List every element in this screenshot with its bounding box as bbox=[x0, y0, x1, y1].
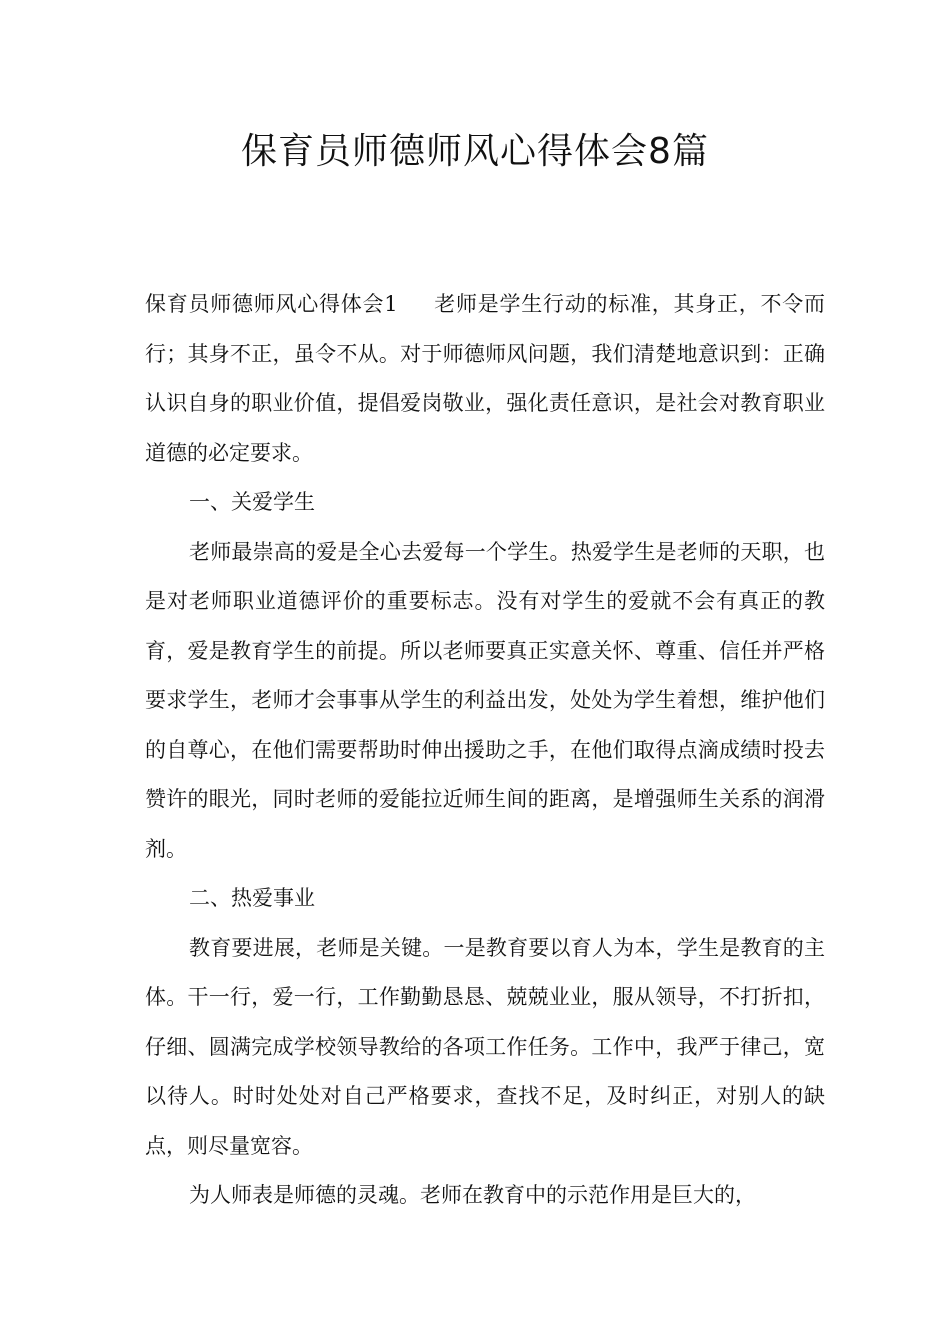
intro-text: 老师是学生行动的标准，其身正，不令而行；其身不正，虽令不从。对于师德师风问题，我们清楚地意识到：正确认识自身的职业价值，提倡爱岗敬业，强化责任意识，是社会对教育职业道德的必定要求。 bbox=[145, 292, 825, 465]
document-body bbox=[145, 280, 825, 1221]
intro-paragraph bbox=[145, 280, 825, 478]
section-2-paragraph-2: 为人师表是师德的灵魂。老师在教育中的示范作用是巨大的， bbox=[189, 1183, 756, 1207]
section-heading-1: 一、关爱学生 bbox=[189, 490, 315, 514]
section-2-paragraph-1: 教育要进展，老师是关键。一是教育要以育人为本，学生是教育的主体。干一行，爱一行，工作勤勤恳恳、兢兢业业，服从领导，不打折扣，仔细、圆满完成学校领导教给的各项工作任务。工作中，我严于律己，宽以待人。时时处处对自己严格要求，查找不足，及时纠正，对别人的缺点，则尽量宽容。 bbox=[145, 935, 825, 1158]
section-heading-2: 二、热爱事业 bbox=[189, 886, 315, 910]
document-title: 保育员师德师风心得体会8篇 bbox=[241, 131, 709, 172]
section-1-paragraph-1: 老师最崇高的爱是全心去爱每一个学生。热爱学生是老师的天职，也是对老师职业道德评价的重要标志。没有对学生的爱就不会有真正的教育，爱是教育学生的前提。所以老师要真正实意关怀、尊重、信任并严格要求学生，老师才会事事从学生的利益出发，处处为学生着想，维护他们的自尊心，在他们需要帮助时伸出援助之手，在他们取得点滴成绩时投去赞许的眼光，同时老师的爱能拉近师生间的距离，是增强师生关系的润滑剂。 bbox=[145, 539, 825, 861]
intro-label: 保育员师德师风心得体会1 bbox=[145, 292, 398, 316]
